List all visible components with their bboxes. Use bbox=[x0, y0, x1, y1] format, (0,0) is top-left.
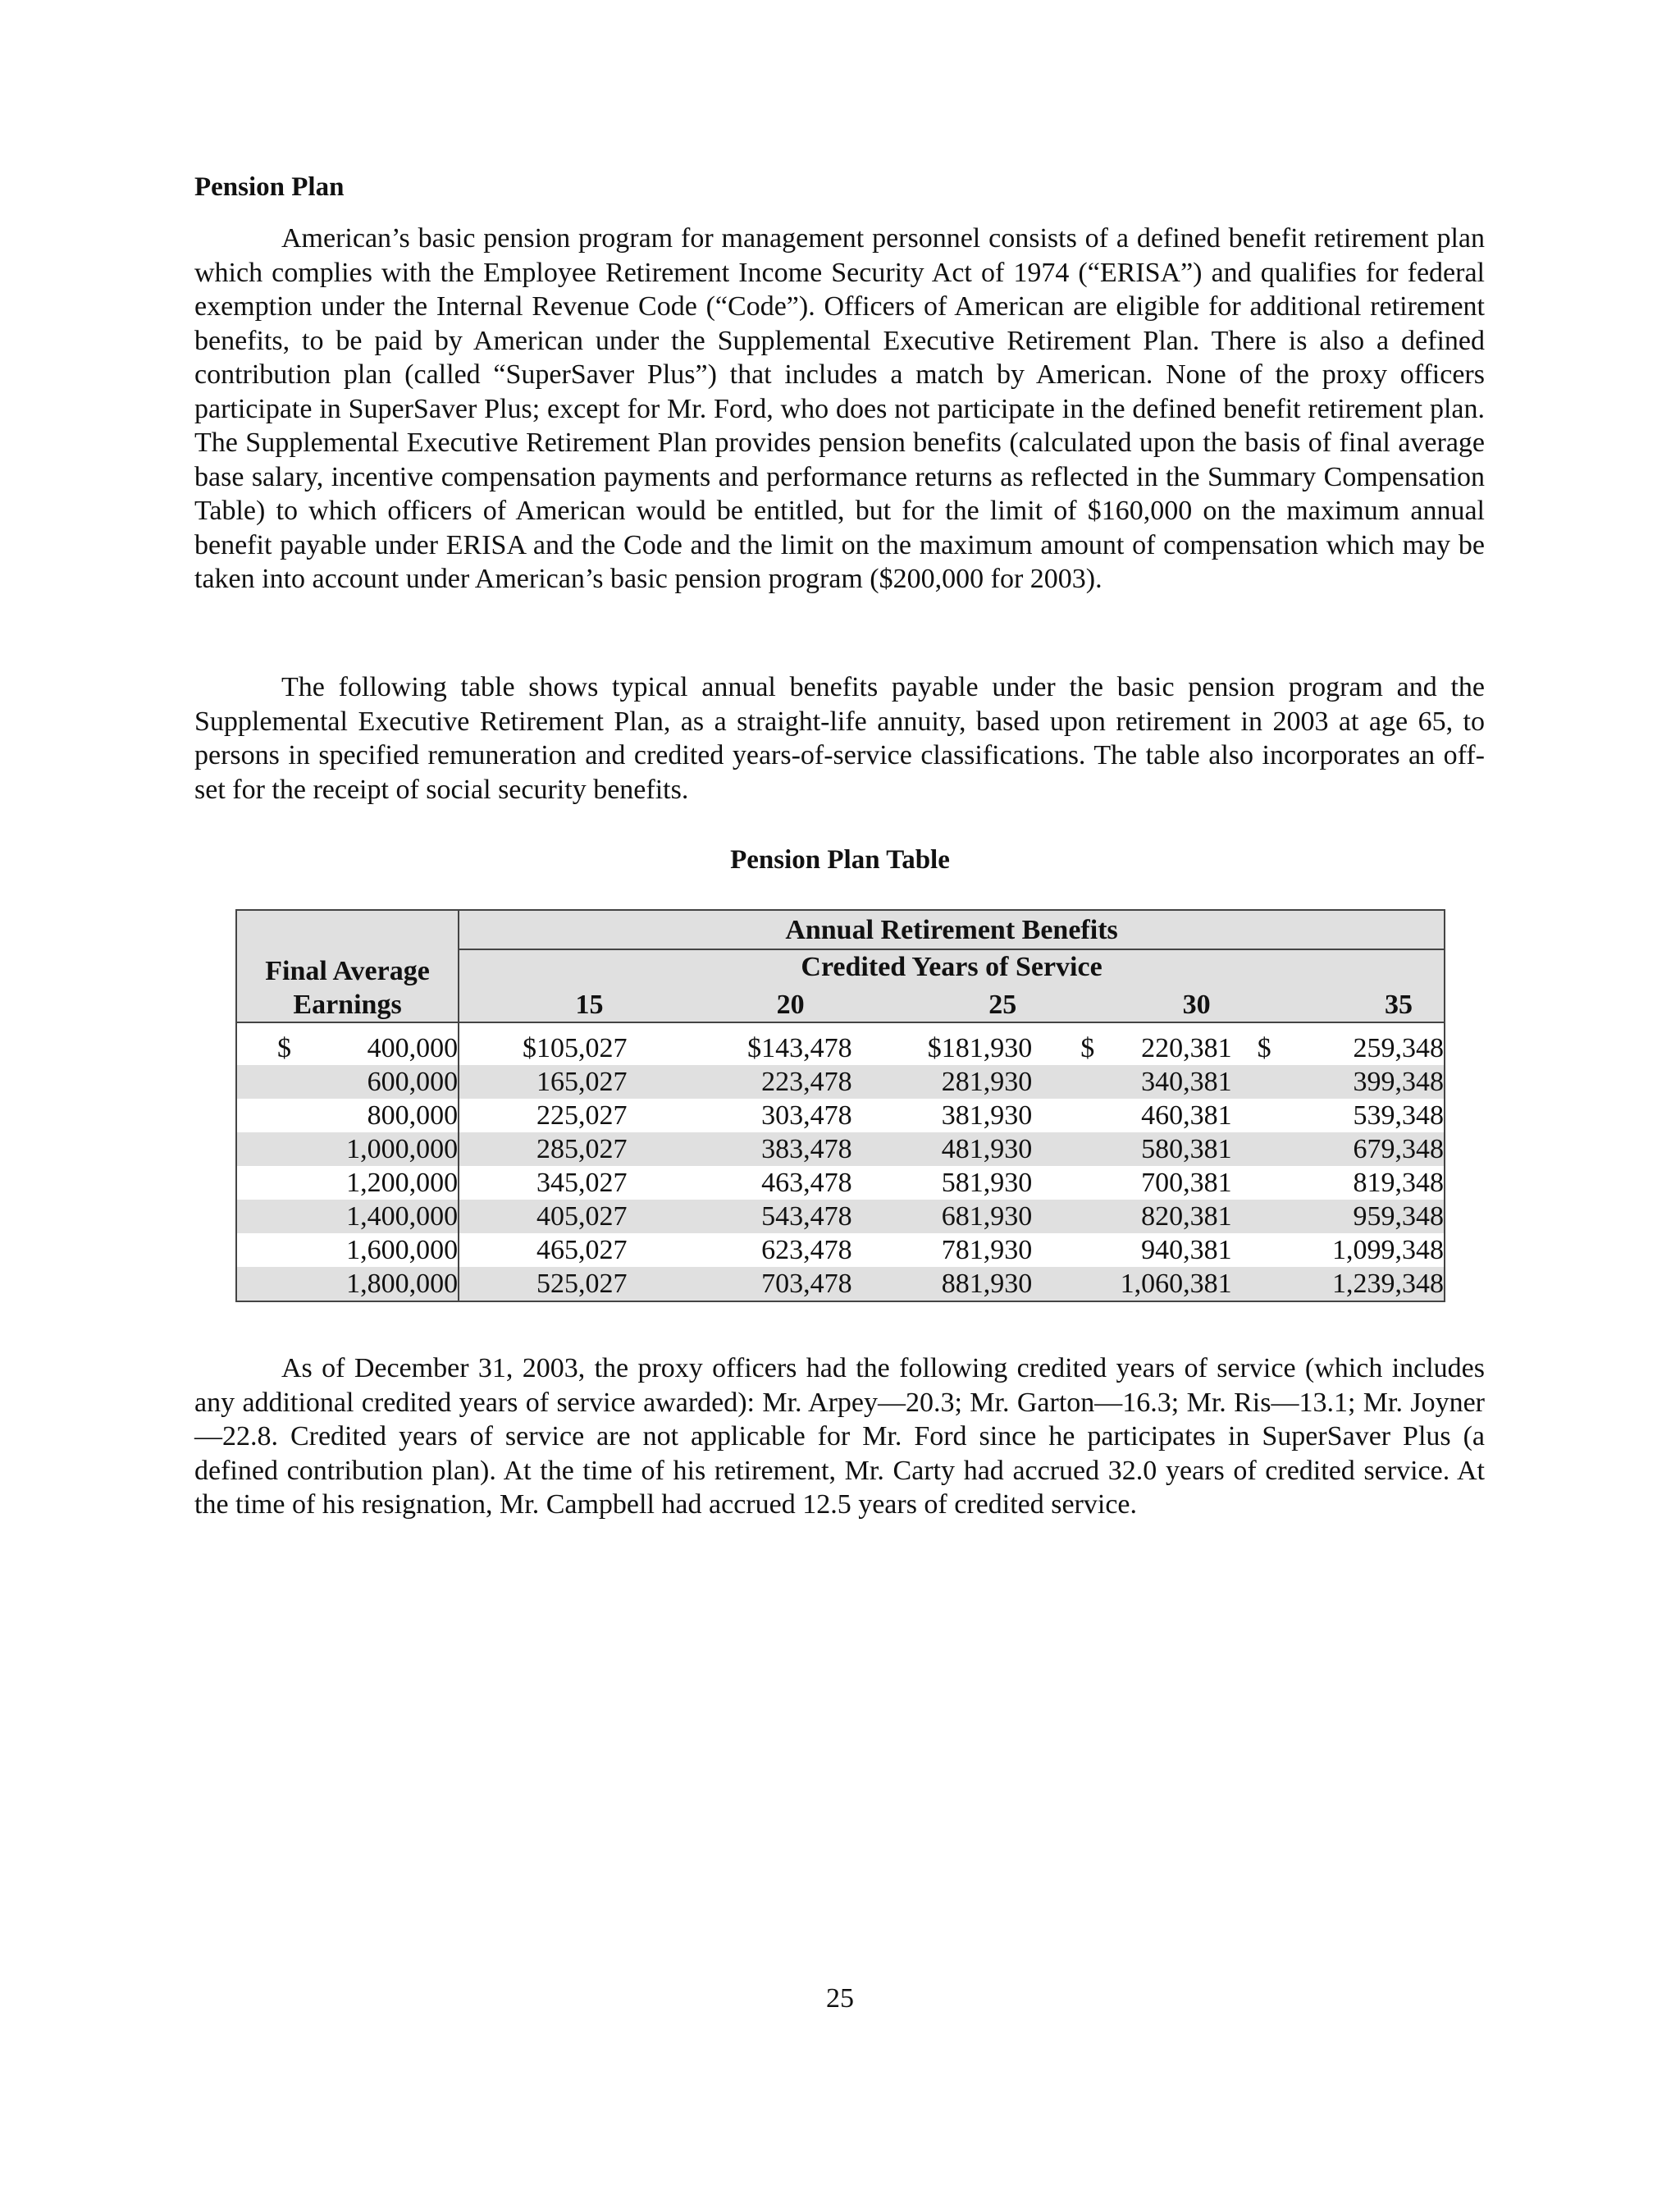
benefit-cell: 285,027 bbox=[459, 1132, 643, 1166]
benefit-cell: 820,381 bbox=[1053, 1200, 1253, 1233]
table-row bbox=[236, 1132, 1445, 1166]
annual-retirement-benefits-header: Annual Retirement Benefits bbox=[459, 910, 1445, 949]
table-row bbox=[236, 1065, 1445, 1099]
benefit-cell: 581,930 bbox=[941, 1168, 1033, 1198]
benefit-cell: 881,930 bbox=[873, 1267, 1054, 1301]
credited-years-header: Credited Years of Service bbox=[459, 949, 1445, 984]
benefit-cell: 481,930 bbox=[873, 1132, 1054, 1166]
earnings-cell: 800,000 bbox=[236, 1099, 459, 1132]
benefit-cell: 463,478 bbox=[761, 1168, 852, 1198]
benefit-cell: 381,930 bbox=[941, 1100, 1033, 1131]
paragraph-credited-service: As of December 31, 2003, the proxy officers had the following credited years of service (which includes any additional credited years of service awarded): Mr. Arpey—20.3; Mr. Garton—16.3; Mr. Ris—13.1; Mr. Joyner—22.8. Credited years of service are not applicable for Mr. Ford since he participates in SuperSaver Plus (a defined contribution plan). At the time of his retirement, Mr. Carty had accrued 32.0 years of credited service. At the time of his resignation, Mr. Campbell had accrued 12.5 years of credited service. bbox=[194, 1353, 1485, 1520]
benefit-cell: 623,478 bbox=[761, 1235, 852, 1265]
benefit-cell: 340,381 bbox=[1053, 1065, 1253, 1099]
year-header-30: 30 bbox=[1053, 984, 1253, 1022]
earnings-cell: 1,000,000 bbox=[236, 1132, 459, 1166]
benefit-cell: 819,348 bbox=[1254, 1166, 1445, 1200]
benefit-cell: 383,478 bbox=[644, 1132, 873, 1166]
benefit-cell: 1,099,348 bbox=[1254, 1233, 1445, 1267]
benefit-cell: 543,478 bbox=[644, 1200, 873, 1233]
table-row bbox=[236, 1233, 1445, 1267]
earnings-cell: 1,800,000 bbox=[236, 1267, 459, 1301]
earnings-cell: 1,600,000 bbox=[236, 1233, 459, 1267]
benefit-cell: 399,348 bbox=[1254, 1065, 1445, 1099]
benefit-cell: 940,381 bbox=[1141, 1235, 1232, 1265]
benefit-cell: $143,478 bbox=[747, 1033, 852, 1063]
benefit-cell: $181,930 bbox=[927, 1033, 1033, 1063]
benefit-cell: 460,381 bbox=[1141, 1100, 1232, 1131]
table-row bbox=[236, 1022, 1445, 1065]
earnings-cell: 1,200,000 bbox=[236, 1166, 459, 1200]
table-row bbox=[236, 1166, 1445, 1200]
benefit-cell: 223,478 bbox=[644, 1065, 873, 1099]
benefit-cell: $ 259,348 bbox=[1254, 1022, 1445, 1065]
table-row bbox=[236, 1267, 1445, 1301]
benefit-cell: 679,348 bbox=[1254, 1132, 1445, 1166]
final-average-earnings-header: Final Average Earnings bbox=[236, 910, 459, 1022]
benefit-cell: 580,381 bbox=[1053, 1132, 1253, 1166]
benefit-cell: 681,930 bbox=[873, 1200, 1054, 1233]
earnings-cell: 600,000 bbox=[236, 1065, 459, 1099]
benefit-cell: $ 220,381 bbox=[1080, 1033, 1232, 1063]
table-row bbox=[236, 1099, 1445, 1132]
benefit-cell: 700,381 bbox=[1141, 1168, 1232, 1198]
benefit-cell: 539,348 bbox=[1254, 1099, 1445, 1132]
benefit-cell: 959,348 bbox=[1254, 1200, 1445, 1233]
benefit-cell: 465,027 bbox=[536, 1235, 628, 1265]
benefit-cell: 703,478 bbox=[644, 1267, 873, 1301]
benefit-cell: 405,027 bbox=[459, 1200, 643, 1233]
year-header-15: 15 bbox=[459, 984, 643, 1022]
benefit-cell: 1,239,348 bbox=[1254, 1267, 1445, 1301]
benefit-cell: 525,027 bbox=[459, 1267, 643, 1301]
benefit-cell: 225,027 bbox=[536, 1100, 628, 1131]
table-title: Pension Plan Table bbox=[730, 845, 950, 875]
table-row bbox=[236, 1200, 1445, 1233]
paragraph-table-intro: The following table shows typical annual benefits payable under the basic pension program and the Supplemental Executive Retirement Plan, as a straight-life annuity, based upon retirement in 2003 at age 65, to persons in specified remuneration and credited years-of-service classifications. The table also incorporates an off-set for the receipt of social security benefits. bbox=[194, 672, 1485, 805]
year-header-25: 25 bbox=[873, 984, 1054, 1022]
earnings-cell: $ 400,000 bbox=[236, 1022, 459, 1065]
page-number: 25 bbox=[826, 1983, 854, 2014]
year-header-35: 35 bbox=[1254, 984, 1445, 1022]
benefit-cell: 1,060,381 bbox=[1053, 1267, 1253, 1301]
pension-plan-table bbox=[235, 909, 1445, 1302]
benefit-cell: 281,930 bbox=[873, 1065, 1054, 1099]
benefit-cell: 345,027 bbox=[536, 1168, 628, 1198]
earnings-cell: 1,400,000 bbox=[236, 1200, 459, 1233]
section-heading: Pension Plan bbox=[194, 172, 345, 202]
year-header-20: 20 bbox=[644, 984, 873, 1022]
benefit-cell: 165,027 bbox=[459, 1065, 643, 1099]
benefit-cell: 781,930 bbox=[941, 1235, 1033, 1265]
paragraph-pension-overview: American’s basic pension program for management personnel consists of a defined benefit retirement plan which complies with the Employee Retirement Income Security Act of 1974 (“ERISA”) and qualifies for federal exemption under the Internal Revenue Code (“Code”). Officers of American are eligible for additional retirement benefits, to be paid by American under the Supplemental Executive Retirement Plan. There is also a defined contribution plan (called “SuperSaver Plus”) that includes a match by American. None of the proxy officers participate in SuperSaver Plus; except for Mr. Ford, who does not participate in the defined benefit retirement plan. The Supplemental Executive Retirement Plan provides pension benefits (calculated upon the basis of final average base salary, incentive compensation payments and performance returns as reflected in the Summary Compensation Table) to which officers of American would be entitled, but for the limit of $160,000 on the maximum annual benefit payable under ERISA and the Code and the limit on the maximum amount of compensation which may be taken into account under American’s basic pension program ($200,000 for 2003). bbox=[194, 223, 1485, 594]
benefit-cell: 303,478 bbox=[761, 1100, 852, 1131]
benefit-cell: $105,027 bbox=[523, 1033, 628, 1063]
